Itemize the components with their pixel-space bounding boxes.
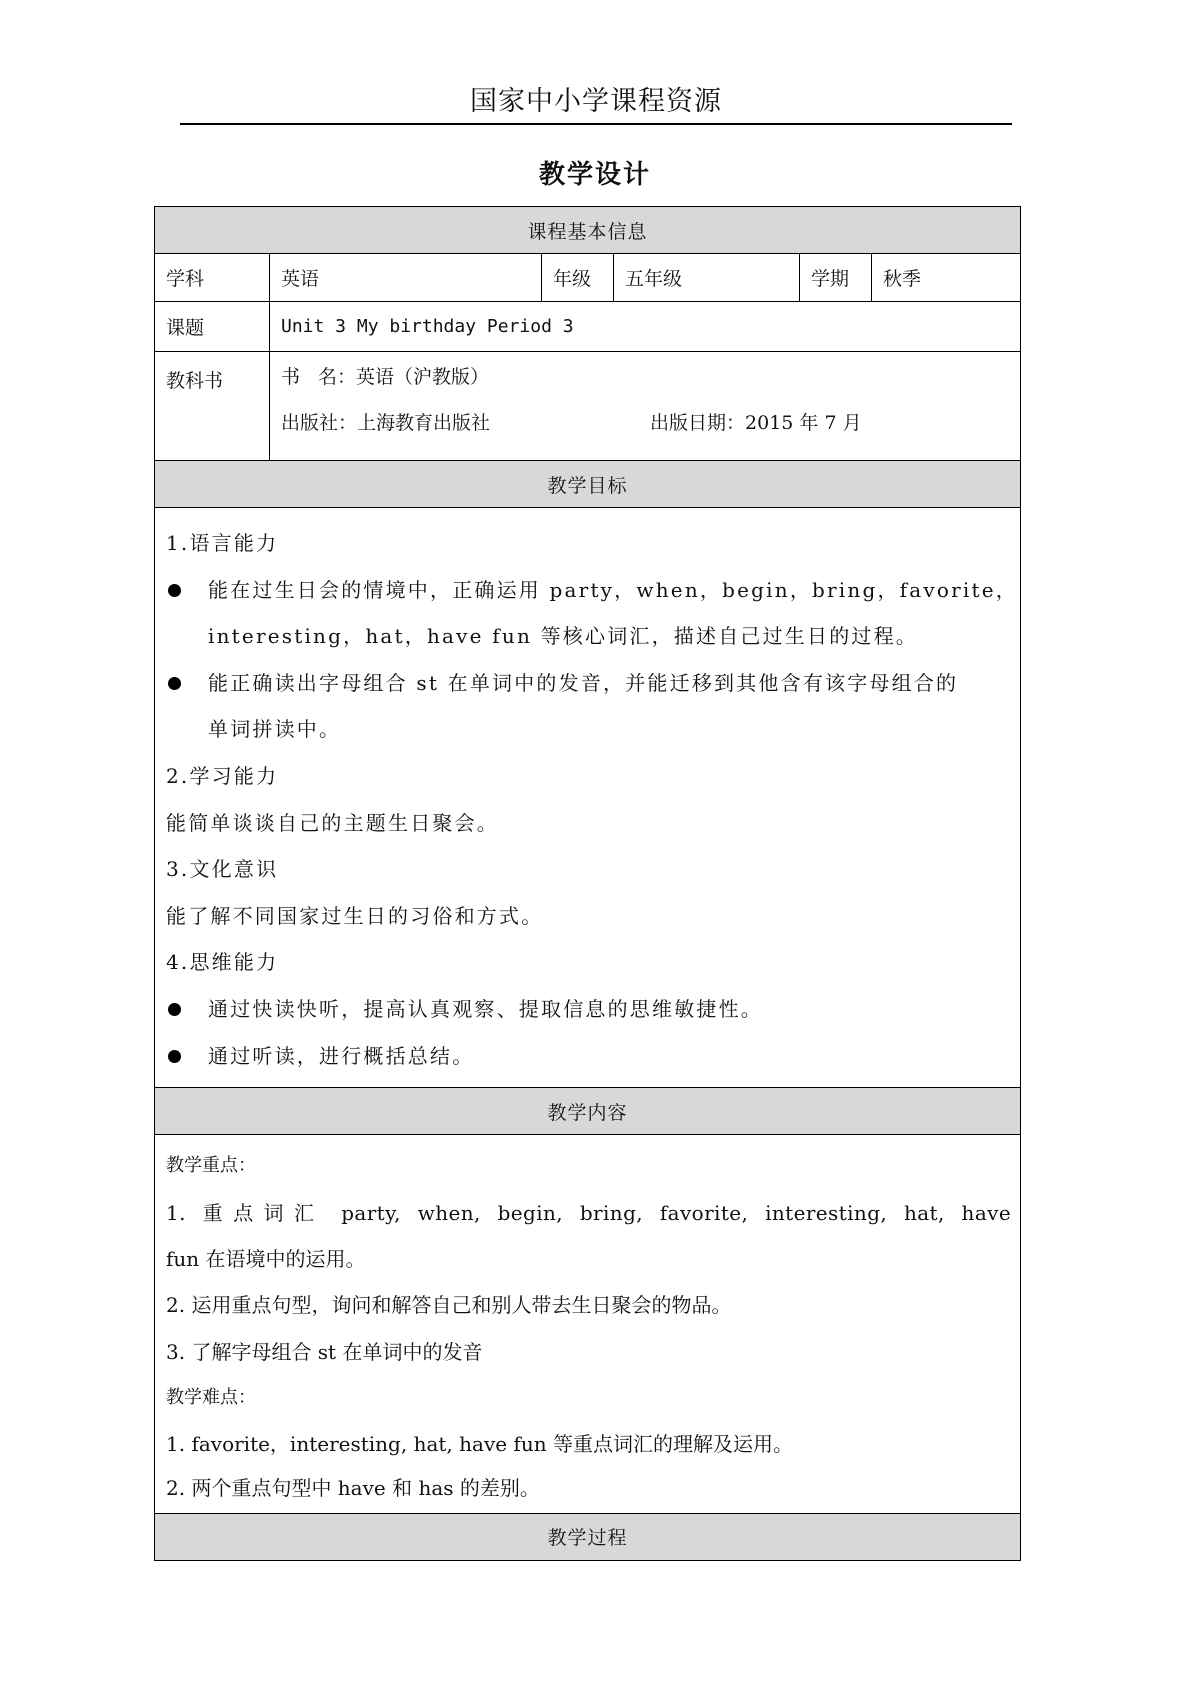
book-name-line [281,362,1020,408]
key-point-item: 3. 了解字母组合 st 在单词中的发音 [166,1339,483,1364]
book-name-label: 书 [281,366,301,388]
goal-text: 能在过生日会的情境中，正确运用 party，when，begin，bring，favorite， [208,577,1018,602]
topic-value: Unit 3 My birthday Period 3 [270,302,1021,352]
key-point-cont: fun 在语境中的运用。 [166,1246,366,1271]
book-name-value: 名：英语（沪教版） [318,366,490,388]
topic-label: 课题 [155,302,270,352]
difficulty-label: 教学难点： [166,1387,256,1409]
key-point-item: 2. 运用重点句型，询问和解答自己和别人带去生日聚会的物品。 [166,1293,732,1318]
publisher: 出版社：上海教育出版社 [281,412,491,434]
goal-heading-language: 1.语言能力 [166,531,279,555]
section-basic-info: 课程基本信息 [155,207,1021,254]
bullet-icon [168,1050,181,1063]
goal-text: 能正确读出字母组合 st 在单词中的发音，并能迁移到其他含有该字母组合的 [208,670,959,695]
section-goals: 教学目标 [155,461,1021,508]
goal-text-cont: 单词拼读中。 [208,717,342,742]
goal-text: 能了解不同国家过生日的习俗和方式。 [166,903,544,928]
goal-heading-learning: 2.学习能力 [166,763,279,788]
publisher-line [281,408,1020,454]
page-header: 国家中小学课程资源 [180,80,1012,125]
lesson-plan-table [154,206,1021,1561]
bullet-icon [168,677,181,690]
section-content: 教学内容 [155,1088,1021,1135]
bullet-icon [168,584,181,597]
goal-bullet [166,660,1011,707]
goal-bullet [166,567,1018,614]
difficulty-item: 2. 两个重点句型中 have 和 has 的差别。 [166,1475,540,1500]
grade-label: 年级 [542,254,614,302]
bullet-icon [168,1003,181,1016]
publish-date: 出版日期：2015 年 7 月 [650,412,862,434]
textbook-label: 教科书 [155,352,270,461]
goal-bullet [166,986,1011,1033]
content-row [155,1135,1021,1514]
subject-label: 学科 [155,254,270,302]
goal-text-cont: interesting，hat，have fun 等核心词汇，描述自己过生日的过程。 [208,624,918,649]
term-label: 学期 [800,254,872,302]
info-row [155,254,1021,302]
key-point-item: 1. 重点词汇 party, when, begin, bring, favorite, interesting, hat, have [166,1200,1012,1225]
grade-value: 五年级 [614,254,800,302]
difficulty-item: 1. favorite，interesting, hat, have fun 等重点词汇的理解及运用。 [166,1432,793,1457]
subject-value: 英语 [270,254,542,302]
goal-text: 通过快读快听，提高认真观察、提取信息的思维敏捷性。 [208,996,763,1021]
goal-heading-culture: 3.文化意识 [166,857,279,882]
key-points-label: 教学重点： [166,1155,256,1177]
textbook-row [155,352,1021,461]
topic-row [155,302,1021,352]
goals-row [155,508,1021,1088]
textbook-info [270,352,1021,461]
section-process: 教学过程 [155,1513,1021,1560]
goals-body [155,508,1021,1088]
document-title: 教学设计 [538,160,651,190]
content-body [155,1135,1021,1514]
goal-bullet [166,1033,1011,1080]
goal-heading-thinking: 4.思维能力 [166,950,279,975]
goal-text: 通过听读，进行概括总结。 [208,1043,475,1068]
term-value: 秋季 [872,254,1021,302]
goal-text: 能简单谈谈自己的主题生日聚会。 [166,810,499,835]
